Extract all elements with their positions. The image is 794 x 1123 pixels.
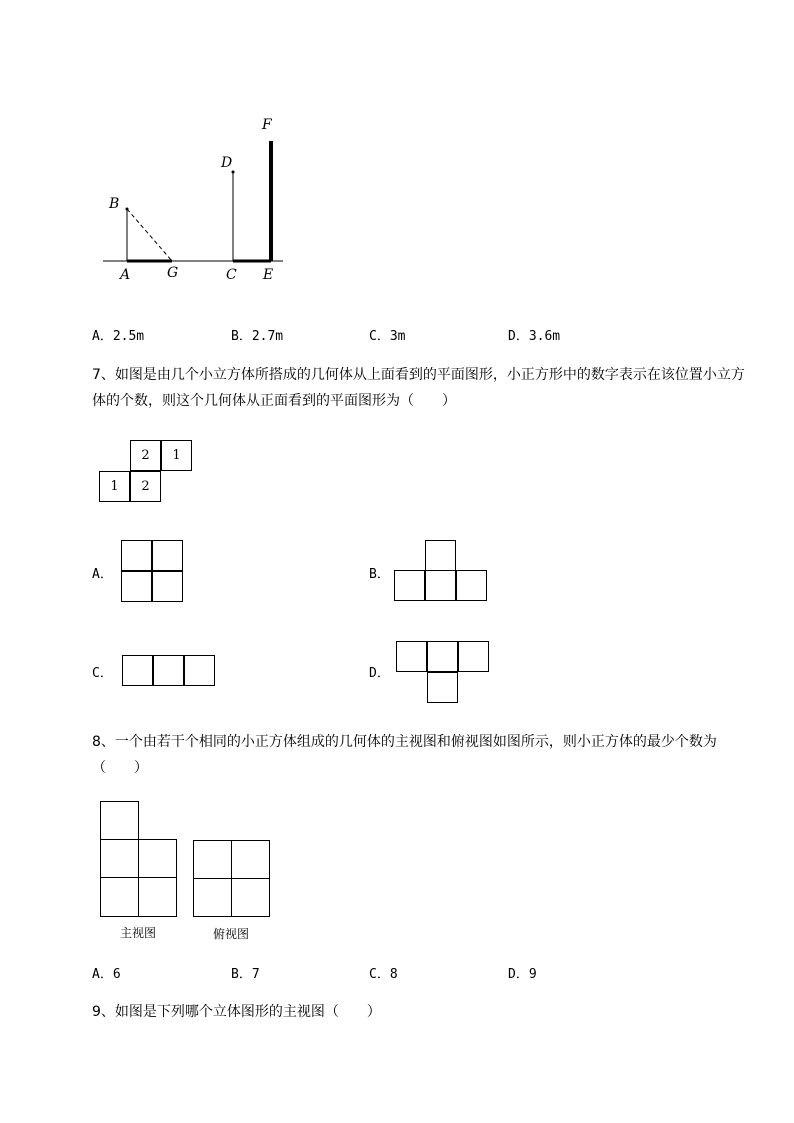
front-view-caption: 主视图 bbox=[120, 926, 157, 940]
top-view-caption: 俯视图 bbox=[213, 927, 250, 941]
square bbox=[100, 801, 139, 840]
q7-option-d-label[interactable]: D． bbox=[369, 666, 390, 681]
square bbox=[152, 540, 183, 571]
square bbox=[138, 839, 177, 878]
q6-option-d[interactable]: D．3.6m bbox=[508, 329, 561, 344]
square bbox=[122, 655, 153, 686]
grid-cell: 1 bbox=[99, 471, 130, 502]
q7-text: 7、如图是由几个小立方体所搭成的几何体从上面看到的平面图形，小正方形中的数字表示在该位置小立方体的个数，则这个几何体从正面看到的平面图形为（ ） bbox=[92, 367, 745, 409]
square bbox=[231, 878, 270, 917]
square bbox=[231, 840, 270, 879]
square bbox=[427, 641, 458, 672]
square bbox=[152, 571, 183, 602]
q8-option-b[interactable]: B．7 bbox=[231, 967, 260, 982]
point-label-a: A bbox=[120, 267, 131, 283]
point-label-g: G bbox=[167, 265, 179, 281]
square bbox=[153, 655, 184, 686]
q8-option-a[interactable]: A．6 bbox=[92, 967, 121, 982]
square bbox=[121, 540, 152, 571]
q7-option-b-label[interactable]: B． bbox=[369, 567, 390, 582]
point-label-e: E bbox=[263, 267, 274, 283]
square bbox=[425, 570, 456, 601]
q8-option-d[interactable]: D．9 bbox=[508, 967, 537, 982]
square bbox=[193, 840, 232, 879]
square bbox=[458, 641, 489, 672]
point-label-d: D bbox=[221, 155, 233, 171]
q6-option-a[interactable]: A．2.5m bbox=[92, 329, 145, 344]
q6-option-c[interactable]: C．3m bbox=[369, 329, 406, 344]
q6-option-b[interactable]: B．2.7m bbox=[231, 329, 284, 344]
q8-text: 8、一个由若干个相同的小正方体组成的几何体的主视图和俯视图如图所示，则小正方体的最少个数为（ ） bbox=[92, 734, 717, 776]
q9-text: 9、如图是下列哪个立体图形的主视图（ ） bbox=[92, 1004, 381, 1020]
square bbox=[121, 571, 152, 602]
point-label-b: B bbox=[109, 196, 120, 212]
square bbox=[456, 570, 487, 601]
point-label-f: F bbox=[262, 117, 272, 133]
square bbox=[138, 877, 177, 917]
square bbox=[184, 655, 215, 686]
square bbox=[427, 672, 458, 703]
square bbox=[193, 878, 232, 917]
q7-option-a-label[interactable]: A． bbox=[92, 567, 113, 582]
grid-cell: 2 bbox=[130, 471, 161, 502]
q6-diagram bbox=[0, 0, 794, 300]
grid-cell: 1 bbox=[161, 440, 192, 471]
square bbox=[100, 877, 139, 917]
point-label-c: C bbox=[226, 267, 237, 283]
square bbox=[425, 540, 456, 571]
square bbox=[100, 839, 139, 878]
q8-option-c[interactable]: C．8 bbox=[369, 967, 398, 982]
square bbox=[396, 641, 427, 672]
grid-cell: 2 bbox=[130, 440, 161, 471]
q7-option-c-label[interactable]: C． bbox=[92, 666, 113, 681]
square bbox=[394, 570, 425, 601]
